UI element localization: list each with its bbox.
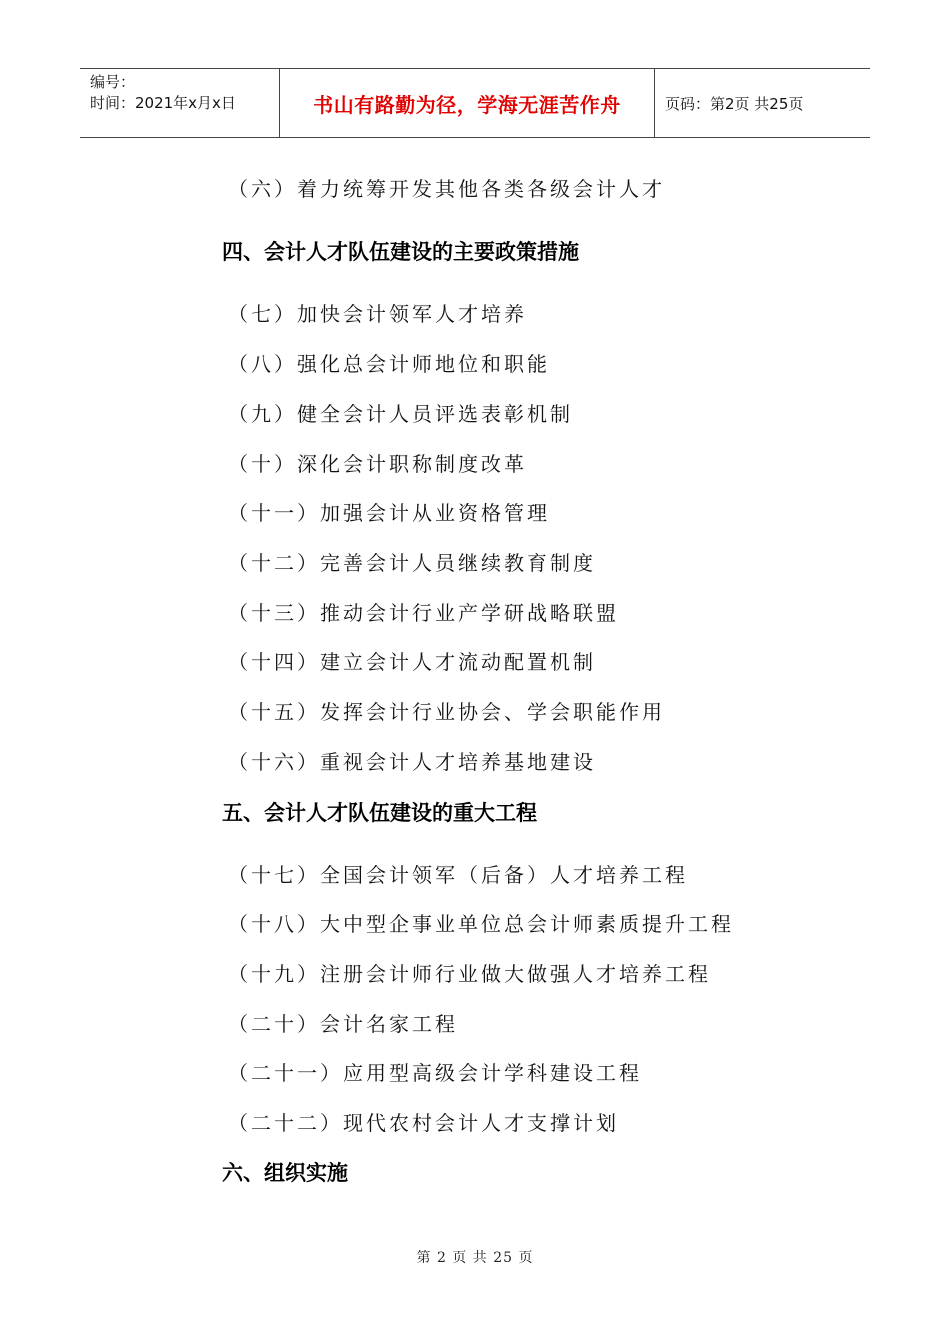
list-item: （六）着力统筹开发其他各类各级会计人才 [228, 177, 665, 201]
list-item: （十六）重视会计人才培养基地建设 [228, 750, 596, 774]
list-item: （十八）大中型企事业单位总会计师素质提升工程 [228, 912, 734, 936]
list-item: （二十二）现代农村会计人才支撑计划 [228, 1111, 619, 1135]
section-heading: 六、组织实施 [222, 1161, 348, 1185]
list-item: （十二）完善会计人员继续教育制度 [228, 551, 596, 575]
list-item: （十七）全国会计领军（后备）人才培养工程 [228, 863, 688, 887]
header-page-info: 页码：第2页 共25页 [665, 94, 804, 113]
list-item: （二十）会计名家工程 [228, 1012, 458, 1036]
list-item: （十四）建立会计人才流动配置机制 [228, 650, 596, 674]
list-item: （十一）加强会计从业资格管理 [228, 501, 550, 525]
list-item: （二十一）应用型高级会计学科建设工程 [228, 1061, 642, 1085]
document-number-label: 编号： [90, 73, 136, 91]
header-meta [80, 69, 280, 137]
list-item: （十五）发挥会计行业协会、学会职能作用 [228, 700, 665, 724]
page-header [80, 68, 870, 138]
list-item: （八）强化总会计师地位和职能 [228, 352, 550, 376]
list-item: （十三）推动会计行业产学研战略联盟 [228, 601, 619, 625]
section-heading: 五、会计人才队伍建设的重大工程 [222, 801, 537, 825]
document-time-label: 时间：2021年x月x日 [90, 94, 236, 112]
list-item: （十九）注册会计师行业做大做强人才培养工程 [228, 962, 711, 986]
list-item: （七）加快会计领军人才培养 [228, 302, 527, 326]
list-item: （十）深化会计职称制度改革 [228, 452, 527, 476]
section-heading: 四、会计人才队伍建设的主要政策措施 [222, 240, 579, 264]
header-motto: 书山有路勤为径，学海无涯苦作舟 [280, 69, 655, 137]
page-footer: 第 2 页 共 25 页 [416, 1250, 534, 1266]
list-item: （九）健全会计人员评选表彰机制 [228, 402, 573, 426]
